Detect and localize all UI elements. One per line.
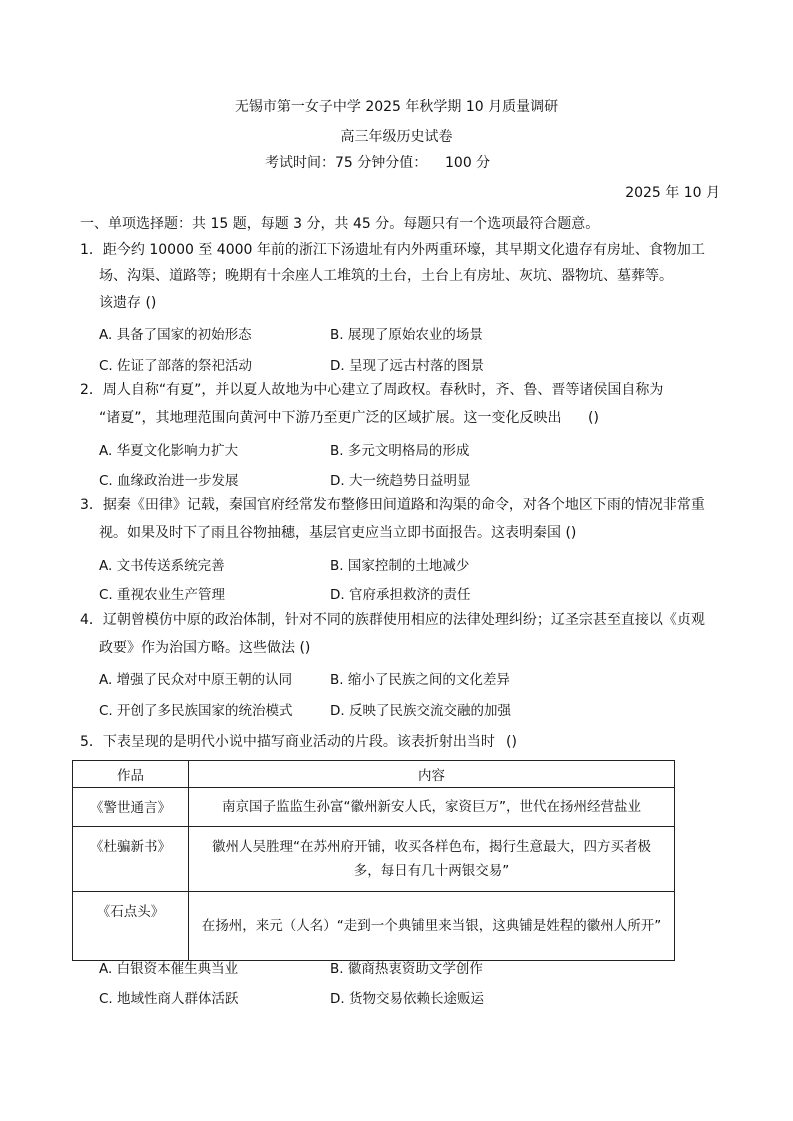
q2-option-b[interactable]: B. 多元文明格局的形成: [330, 443, 470, 459]
q5-table: [72, 760, 675, 961]
q2-line1: 2．周人自称“有夏”，并以夏人故地为中心建立了周政权。春秋时，齐、鲁、晋等诸侯国自称为: [80, 382, 664, 398]
q3-line1: 3．据秦《田律》记载，秦国官府经常发布整修田间道路和沟渠的命令，对各个地区下雨的情况非常重: [80, 497, 705, 513]
q3-option-a[interactable]: A. 文书传送系统完善: [99, 558, 225, 574]
exam-subtitle: 高三年级历史试卷: [340, 129, 453, 145]
q1-option-b[interactable]: B. 展现了原始农业的场景: [330, 327, 483, 343]
exam-time: 考试时间：75 分钟分值：: [265, 155, 428, 171]
exam-title: 无锡市第一女子中学 2025 年秋学期 10 月质量调研: [234, 99, 559, 115]
table-cell-work: 《石点头》: [73, 892, 189, 961]
q1-line3: 该遗存 (): [99, 295, 157, 311]
q2-option-c[interactable]: C. 血缘政治进一步发展: [99, 473, 239, 489]
table-row: [73, 892, 675, 961]
q4-line1: 4．辽朝曾模仿中原的政治体制，针对不同的族群使用相应的法律处理纠纷；辽圣宗甚至直接以《贞观: [80, 612, 705, 628]
q2-option-d[interactable]: D. 大一统趋势日益明显: [330, 473, 471, 489]
q4-option-b[interactable]: B. 缩小了民族之间的文化差异: [330, 672, 510, 688]
table-header-content: 内容: [189, 761, 675, 788]
q4-option-d[interactable]: D. 反映了民族交流交融的加强: [330, 703, 511, 719]
table-row: [73, 827, 675, 892]
table-cell-content: 南京国子监监生孙富“徽州新安人氏，家资巨万”，世代在扬州经营盐业: [189, 788, 675, 827]
q1-option-d[interactable]: D. 呈现了远古村落的图景: [330, 358, 484, 374]
table-row: [73, 788, 675, 827]
q1-option-a[interactable]: A. 具备了国家的初始形态: [99, 327, 252, 343]
q4-option-a[interactable]: A. 增强了民众对中原王朝的认同: [99, 672, 293, 688]
q5-option-c[interactable]: C. 地域性商人群体活跃: [99, 991, 239, 1007]
table-header-work: 作品: [73, 761, 189, 788]
table-cell-work: 《杜骗新书》: [73, 827, 189, 892]
q3-option-c[interactable]: C. 重视农业生产管理: [99, 587, 226, 603]
q1-line1: 1．距今约 10000 至 4000 年前的浙江下汤遗址有内外两重环壕，其早期文化遗存有房址、食物加工: [80, 242, 705, 258]
q5-answer-bracket: (): [506, 734, 517, 750]
table-cell-content: 徽州人吴胜理“在苏州府开铺，收买各样色布，揭行生意最大，四方买者极多，每日有几十两银交易”: [189, 827, 675, 892]
q2-answer-bracket: (): [588, 410, 599, 426]
q4-option-c[interactable]: C. 开创了多民族国家的统治模式: [99, 703, 293, 719]
q4-line2: 政要》作为治国方略。这些做法 (): [99, 640, 311, 656]
table-cell-work: 《警世通言》: [73, 788, 189, 827]
q2-option-a[interactable]: A. 华夏文化影响力扩大: [99, 443, 239, 459]
table-header-row: [73, 761, 675, 788]
q3-option-d[interactable]: D. 官府承担救济的责任: [330, 587, 471, 603]
q3-line2: 视。如果及时下了雨且谷物抽穗，基层官吏应当立即书面报告。这表明秦国 (): [99, 525, 577, 541]
exam-date: 2025 年 10 月: [625, 185, 720, 201]
q5-option-d[interactable]: D. 货物交易依赖长途贩运: [330, 991, 484, 1007]
section-heading: 一、单项选择题：共 15 题，每题 3 分，共 45 分。每题只有一个选项最符合题意。: [80, 216, 600, 232]
q1-option-c[interactable]: C. 佐证了部落的祭祀活动: [99, 358, 253, 374]
q2-line2: “诸夏”，其地理范围向黄河中下游乃至更广泛的区域扩展。这一变化反映出: [99, 410, 562, 426]
table-cell-content: 在扬州，来元（人名）“走到一个典铺里来当银，这典铺是姓程的徽州人所开”: [189, 892, 675, 961]
q1-line2: 场、沟渠、道路等；晚期有十余座人工堆筑的土台，土台上有房址、灰坑、器物坑、墓葬等。: [99, 268, 673, 284]
exam-score: 100 分: [445, 155, 491, 171]
q5-line1: 5．下表呈现的是明代小说中描写商业活动的片段。该表折射出当时: [80, 734, 495, 750]
q3-option-b[interactable]: B. 国家控制的土地减少: [330, 558, 470, 574]
q5-option-a[interactable]: A. 白银资本催生典当业: [99, 961, 239, 977]
q5-option-b[interactable]: B. 徽商热衷资助文学创作: [330, 961, 483, 977]
